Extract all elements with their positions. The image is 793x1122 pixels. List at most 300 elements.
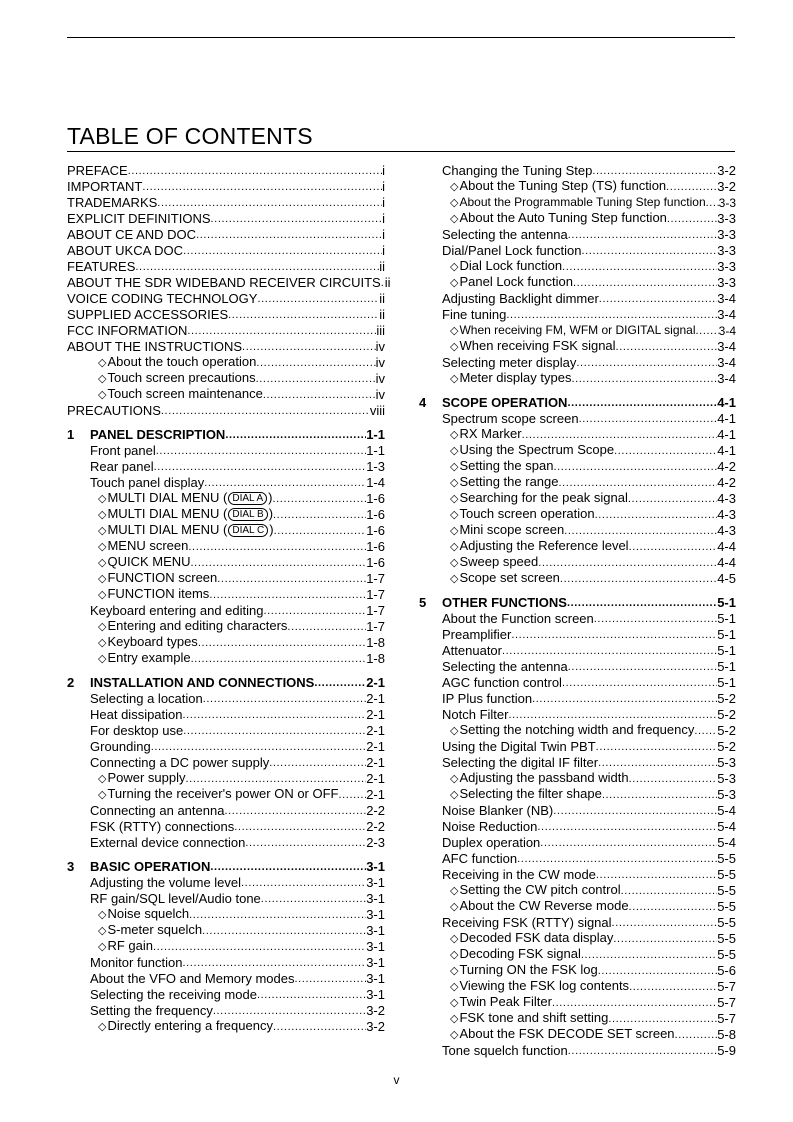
leader-dots [161,403,370,419]
toc-entry[interactable] [67,971,385,987]
toc-entry-title: ◇ Twin Peak Filter [450,994,552,1011]
toc-entry[interactable] [67,307,385,323]
leader-dots [538,555,717,571]
toc-page-number: ii [379,291,385,306]
toc-page-number: ii [379,259,385,274]
toc-entry-title: ◇ Sweep speed [450,554,538,571]
leader-dots [562,259,717,275]
toc-entry-title: ◇ Touch screen maintenance [98,386,263,403]
toc-entry-title: Adjusting Backlight dimmer [442,291,599,306]
toc-entry[interactable] [419,851,736,867]
toc-entry[interactable] [67,387,385,403]
toc-page-number: 1-6 [366,555,385,570]
leader-dots [225,427,366,443]
toc-page-number: 1-6 [366,507,385,522]
leader-dots [581,947,717,963]
toc-page-number: 4-1 [717,427,736,442]
toc-entry-title: ◇ FSK tone and shift setting [450,1010,608,1027]
leader-dots [667,211,717,227]
toc-page-number: 3-1 [366,971,385,986]
toc-entry-title: ◇ Entering and editing characters [98,618,287,635]
toc-entry[interactable] [67,195,385,211]
toc-entry[interactable] [67,227,385,243]
toc-entry-title: Changing the Tuning Step [442,163,593,178]
toc-entry-title: ABOUT CE AND DOC [67,227,197,242]
leader-dots [263,603,366,619]
toc-entry[interactable] [419,611,736,627]
toc-page-number: 1-6 [366,539,385,554]
toc-entry-title: ◇ Decoded FSK data display [450,930,613,947]
toc-entry[interactable] [419,819,736,835]
toc-page-number: 2-3 [366,835,385,850]
toc-entry[interactable] [67,939,385,955]
toc-entry-title-prefix: MULTI DIAL MENU ( [107,522,228,537]
toc-entry-title: ◇ When receiving FM, WFM or DIGITAL signal [450,322,696,339]
toc-entry-title-suffix: ) [268,490,273,505]
toc-entry[interactable] [67,651,385,667]
toc-entry[interactable] [419,899,736,915]
toc-page-number: i [382,195,385,210]
toc-entry[interactable] [67,635,385,651]
toc-entry[interactable] [419,307,736,323]
toc-entry[interactable] [419,835,736,851]
toc-entry-title: ◇ Adjusting the Reference level [450,538,629,555]
toc-page-number: 5-8 [717,1027,736,1042]
section-number: 1 [67,427,75,442]
toc-entry[interactable] [419,739,736,755]
toc-entry-title: RF gain/SQL level/Audio tone [90,891,261,906]
leader-dots [269,755,366,771]
leader-dots [272,491,366,507]
toc-page-number: 1-6 [366,523,385,538]
leader-dots [188,539,366,555]
toc-entry[interactable] [67,755,385,771]
toc-page-number: 1-7 [366,571,385,586]
toc-page-number: 3-2 [366,1019,385,1034]
toc-page-number: 3-3 [717,275,736,290]
toc-entry-title: PREFACE [67,163,128,178]
leader-dots [608,1011,717,1027]
leader-dots [564,523,717,539]
toc-entry[interactable] [67,875,385,891]
toc-entry[interactable] [419,211,736,227]
leader-dots [560,571,717,587]
toc-entry[interactable] [419,195,736,211]
toc-entry[interactable] [419,427,736,443]
toc-entry[interactable] [67,787,385,803]
toc-page-number: 5-3 [717,755,736,770]
leader-dots [256,371,376,387]
toc-entry[interactable] [67,835,385,851]
toc-page-number: 5-7 [717,979,736,994]
page-number: v [393,1073,400,1087]
toc-page-number: 1-7 [366,619,385,634]
toc-entry[interactable] [419,163,736,179]
toc-section-heading[interactable] [419,395,736,411]
toc-page-number: 3-2 [717,179,736,194]
toc-entry-title: Notch Filter [442,707,509,722]
toc-entry[interactable] [67,691,385,707]
toc-entry-title: AFC function [442,851,518,866]
toc-entry[interactable] [419,243,736,259]
toc-entry[interactable] [419,1043,736,1059]
toc-entry[interactable] [419,555,736,571]
leader-dots [694,723,717,739]
toc-entry[interactable] [419,1027,736,1043]
leader-dots [553,459,717,475]
toc-entry[interactable] [67,459,385,475]
toc-entry[interactable] [67,475,385,491]
toc-entry[interactable] [419,539,736,555]
toc-entry[interactable] [67,803,385,819]
toc-entry[interactable] [419,291,736,307]
leader-dots [339,787,367,803]
leader-dots [602,787,717,803]
toc-page-number: ii [384,275,391,290]
toc-entry[interactable] [419,963,736,979]
leader-dots [242,339,376,355]
toc-entry[interactable] [419,979,736,995]
toc-page-number: 5-1 [717,627,736,642]
toc-entry-title: ◇ RX Marker [450,426,522,443]
toc-entry-title: ◇ Selecting the filter shape [450,786,602,803]
toc-entry-title: ◇ QUICK MENU [98,554,191,571]
toc-entry-title-suffix: ) [269,522,274,537]
toc-page-number: 5-1 [717,595,736,610]
toc-entry[interactable] [67,259,385,275]
toc-entry[interactable] [419,787,736,803]
toc-entry[interactable] [419,691,736,707]
toc-entry[interactable] [67,923,385,939]
toc-entry[interactable] [419,411,736,427]
toc-entry-title: Heat dissipation [90,707,183,722]
toc-entry[interactable] [67,619,385,635]
toc-entry-title: ABOUT UKCA DOC [67,243,184,258]
toc-entry[interactable] [419,323,736,339]
toc-entry-title: Grounding [90,739,151,754]
leader-dots [241,875,366,891]
toc-entry-title: ◇ Directly entering a frequency [98,1018,273,1035]
toc-entry-title: Using the Digital Twin PBT [442,739,596,754]
leader-dots [552,995,717,1011]
toc-entry[interactable] [67,163,385,179]
toc-entry[interactable] [419,491,736,507]
toc-entry[interactable] [419,867,736,883]
toc-entry-title: Noise Blanker (NB) [442,803,554,818]
toc-page-number: 3-2 [717,163,736,178]
toc-entry-title-suffix: ) [268,506,274,521]
leader-dots [186,771,367,787]
toc-entry[interactable] [67,523,385,539]
toc-page-number: 3-1 [366,939,385,954]
toc-entry-title: EXPLICIT DEFINITIONS [67,211,211,226]
toc-page-number: 1-4 [366,475,385,490]
toc-page-number: i [382,211,385,226]
toc-section-heading[interactable] [67,427,385,443]
toc-entry-title: SCOPE OPERATION [442,395,568,410]
toc-page-number: 5-5 [717,883,736,898]
toc-entry[interactable] [419,355,736,371]
toc-entry[interactable] [419,339,736,355]
toc-entry[interactable] [419,179,736,195]
toc-page-number: 2-1 [366,739,385,754]
toc-entry[interactable] [67,443,385,459]
leader-dots [151,739,366,755]
toc-entry[interactable] [419,507,736,523]
leader-dots [135,259,379,275]
toc-page-number: 5-5 [717,931,736,946]
leader-dots [706,195,719,211]
toc-entry-title: ◇ Meter display types [450,370,571,387]
leader-dots [202,923,366,939]
toc-page-number: 5-4 [717,819,736,834]
toc-page-number: i [382,179,385,194]
toc-entry[interactable] [419,571,736,587]
toc-entry[interactable] [67,891,385,907]
leader-dots [540,835,717,851]
toc-section-heading[interactable] [67,675,385,691]
toc-page-number: 3-3 [718,196,736,210]
leader-dots [612,915,718,931]
leader-dots [621,883,718,899]
toc-page-number: 1-3 [366,459,385,474]
leader-dots [234,819,366,835]
toc-entry[interactable] [67,1019,385,1035]
toc-entry[interactable] [419,995,736,1011]
toc-entry[interactable] [419,947,736,963]
toc-entry[interactable] [419,931,736,947]
toc-entry-title: External device connection [90,835,246,850]
leader-dots [579,411,718,427]
toc-entry[interactable] [419,275,736,291]
toc-entry[interactable] [419,1011,736,1027]
leader-dots [562,675,717,691]
toc-page-number: viii [369,403,385,418]
leader-dots [187,323,376,339]
leader-dots [628,491,717,507]
leader-dots [629,979,717,995]
toc-entry-title: Front panel [90,443,156,458]
leader-dots [217,571,366,587]
toc-page-number: 3-1 [366,955,385,970]
toc-entry[interactable] [67,819,385,835]
toc-section-heading[interactable] [419,595,736,611]
toc-page-number: ii [379,307,385,322]
toc-entry[interactable] [67,571,385,587]
leader-dots [567,395,717,411]
toc-entry[interactable] [419,771,736,787]
toc-entry[interactable] [67,491,385,507]
page-title: TABLE OF CONTENTS [67,123,313,149]
leader-dots [245,835,366,851]
leader-dots [228,307,379,323]
toc-entry[interactable] [67,507,385,523]
leader-dots [616,339,718,355]
toc-entry-title: ◇ Touch screen precautions [98,370,256,387]
toc-page-number: 5-1 [717,659,736,674]
toc-entry[interactable] [67,243,385,259]
toc-entry[interactable] [67,987,385,1003]
leader-dots [287,619,366,635]
dial-key-badge: DIAL C [228,524,268,537]
toc-page-number: 3-1 [366,875,385,890]
toc-page-number: 3-1 [366,987,385,1002]
toc-entry[interactable] [419,259,736,275]
toc-entry[interactable] [419,915,736,931]
toc-entry[interactable] [419,443,736,459]
leader-dots [581,243,717,259]
toc-entry[interactable] [67,371,385,387]
toc-right-column [419,163,736,1059]
toc-entry[interactable] [67,211,385,227]
toc-page-number: 5-9 [717,1043,736,1058]
toc-entry-title-prefix: MULTI DIAL MENU ( [107,490,228,505]
leader-dots [629,771,718,787]
toc-page-number: 4-4 [717,539,736,554]
toc-page-number: 2-2 [366,819,385,834]
leader-dots [142,179,382,195]
toc-entry-title: PANEL DESCRIPTION [90,427,226,442]
section-number: 3 [67,859,75,874]
toc-entry-title: AGC function control [442,675,562,690]
toc-entry[interactable] [67,723,385,739]
toc-page-number: 3-4 [717,355,736,370]
toc-page-number: 1-7 [366,587,385,602]
toc-section-heading[interactable] [67,859,385,875]
toc-page-number: 3-3 [717,211,736,226]
toc-page-number: 5-7 [717,1011,736,1026]
leader-dots [209,587,366,603]
toc-entry[interactable] [67,603,385,619]
toc-entry[interactable] [419,723,736,739]
toc-entry[interactable] [67,275,391,291]
leader-dots [183,723,366,739]
section-number: 2 [67,675,75,690]
toc-page-number: 3-4 [717,291,736,306]
leader-dots [153,939,366,955]
toc-entry[interactable] [419,755,736,771]
leader-dots [183,955,367,971]
toc-entry[interactable] [419,643,736,659]
toc-entry[interactable] [67,587,385,603]
toc-page-number: 5-5 [717,867,736,882]
toc-entry-title: SUPPLIED ACCESSORIES [67,307,229,322]
toc-entry[interactable] [67,955,385,971]
leader-dots [553,803,717,819]
leader-dots [154,459,367,475]
toc-page-number: 3-4 [717,339,736,354]
toc-page-number: 1-8 [366,635,385,650]
toc-entry[interactable] [67,739,385,755]
toc-entry-title: ◇ Turning ON the FSK log [450,962,598,979]
toc-entry-title: Connecting a DC power supply [90,755,270,770]
toc-page-number: iv [375,339,385,354]
toc-entry-title: ◇ Decoding FSK signal [450,946,581,963]
toc-page-number: 4-4 [717,555,736,570]
toc-page-number: 3-3 [717,227,736,242]
toc-entry[interactable] [419,227,736,243]
leader-dots [598,755,717,771]
toc-entry-title: ◇ Power supply [98,770,186,787]
toc-entry-title [98,490,272,507]
leader-dots [256,355,375,371]
toc-entry[interactable] [419,459,736,475]
toc-entry[interactable] [67,355,385,371]
toc-entry[interactable] [419,803,736,819]
leader-dots [204,475,366,491]
leader-dots [198,635,366,651]
toc-entry[interactable] [67,403,385,419]
toc-page-number: 3-4 [717,371,736,386]
toc-page-number: 4-3 [717,523,736,538]
toc-page-number: 5-4 [717,835,736,850]
leader-dots [675,1027,718,1043]
toc-entry[interactable] [67,907,385,923]
toc-page-number: 3-3 [717,243,736,258]
toc-entry-title: ◇ Mini scope screen [450,522,564,539]
toc-entry[interactable] [419,627,736,643]
toc-entry[interactable] [419,675,736,691]
toc-entry[interactable] [419,659,736,675]
leader-dots [191,555,367,571]
toc-entry-title: ◇ Setting the CW pitch control [450,882,621,899]
toc-page-number: 1-8 [366,651,385,666]
toc-entry-title: Preamplifier [442,627,512,642]
toc-entry-title: FSK (RTTY) connections [90,819,235,834]
leader-dots [263,387,376,403]
toc-entry[interactable] [67,771,385,787]
toc-entry-title: Monitor function [90,955,183,970]
toc-entry-title: Selecting a location [90,691,203,706]
toc-entry[interactable] [419,707,736,723]
toc-page-number: 5-2 [717,739,736,754]
leader-dots [508,707,717,723]
toc-page-number: iv [375,355,385,370]
leader-dots [273,507,366,523]
leader-dots [629,539,718,555]
title-rule [67,151,735,152]
toc-page-number: 2-1 [366,675,385,690]
toc-page-number: 1-1 [366,443,385,458]
toc-entry[interactable] [419,883,736,899]
toc-entry-title: Rear panel [90,459,154,474]
toc-entry[interactable] [67,339,385,355]
toc-page-number: 5-4 [717,803,736,818]
toc-entry[interactable] [419,523,736,539]
leader-dots [595,507,718,523]
toc-entry[interactable] [67,323,385,339]
toc-page-number: 1-1 [366,427,385,442]
toc-page-number: 2-1 [366,707,385,722]
toc-entry[interactable] [67,179,385,195]
leader-dots [599,291,717,307]
toc-entry[interactable] [419,371,736,387]
toc-page-number: 5-5 [717,899,736,914]
toc-entry-title: FEATURES [67,259,136,274]
toc-entry-title: OTHER FUNCTIONS [442,595,567,610]
toc-entry-title: ◇ Setting the notching width and frequency [450,722,694,739]
toc-entry[interactable] [67,555,385,571]
toc-page-number: 5-2 [717,707,736,722]
toc-entry-title: PRECAUTIONS [67,403,161,418]
toc-entry[interactable] [67,291,385,307]
toc-entry[interactable] [419,475,736,491]
toc-entry[interactable] [67,707,385,723]
toc-entry[interactable] [67,1003,385,1019]
toc-entry[interactable] [67,539,385,555]
leader-dots [522,427,718,443]
toc-page-number: 4-2 [717,459,736,474]
